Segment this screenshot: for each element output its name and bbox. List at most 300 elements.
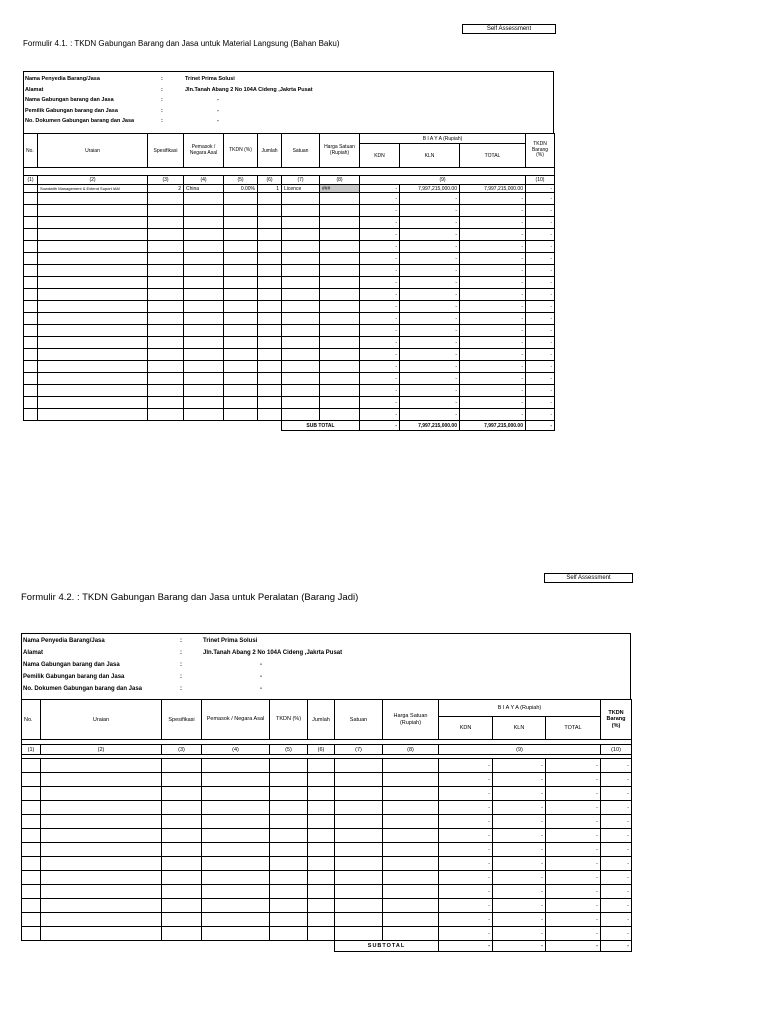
table-cell: -	[360, 205, 400, 217]
table-cell	[38, 265, 148, 277]
table-cell	[308, 857, 335, 871]
table-cell	[38, 385, 148, 397]
table-cell	[184, 277, 224, 289]
info-value: -	[217, 97, 219, 103]
table-cell	[282, 313, 320, 325]
table-cell	[148, 301, 184, 313]
table-cell	[308, 885, 335, 899]
header-kdn: KDN	[439, 717, 493, 740]
info-colon: :	[161, 76, 163, 82]
table-cell	[162, 815, 202, 829]
table-cell	[258, 313, 282, 325]
table-cell: -	[601, 899, 632, 913]
info-label: No. Dokumen Gabungan barang dan Jasa	[25, 118, 135, 124]
colnum: (6)	[258, 176, 282, 185]
table-cell: -	[460, 205, 526, 217]
cell-satuan: Licence	[282, 185, 320, 193]
cell-no	[24, 185, 38, 193]
table-cell	[24, 325, 38, 337]
table-row	[22, 927, 632, 941]
table-cell: -	[439, 815, 493, 829]
info-colon: :	[161, 108, 163, 114]
table-cell	[162, 927, 202, 941]
table-row	[24, 253, 555, 265]
table-cell	[184, 373, 224, 385]
table-cell: -	[439, 773, 493, 787]
table-cell: -	[439, 801, 493, 815]
table-cell	[38, 373, 148, 385]
table-cell	[258, 373, 282, 385]
table-cell	[184, 337, 224, 349]
cell-kln: 7,997,215,000.00	[400, 185, 460, 193]
table-cell: -	[546, 885, 601, 899]
table-cell	[383, 773, 439, 787]
table-cell: -	[526, 277, 555, 289]
table-cell	[202, 843, 270, 857]
table-row	[22, 829, 632, 843]
table-cell	[148, 349, 184, 361]
table-cell: -	[360, 217, 400, 229]
table-cell	[224, 325, 258, 337]
subtotal-label: SUB TOTAL	[282, 421, 360, 431]
table-cell	[320, 277, 360, 289]
table-cell	[202, 829, 270, 843]
table-cell	[258, 277, 282, 289]
table-cell: -	[526, 241, 555, 253]
table-row	[22, 815, 632, 829]
table-cell: -	[546, 829, 601, 843]
table-cell	[270, 773, 308, 787]
table-cell	[24, 349, 38, 361]
table-row	[24, 373, 555, 385]
table-cell	[38, 229, 148, 241]
table-cell	[335, 801, 383, 815]
table-cell	[202, 927, 270, 941]
cell-kdn: -	[360, 185, 400, 193]
table-cell	[335, 871, 383, 885]
table-cell: -	[400, 265, 460, 277]
info-value: Jln.Tanah Abang 2 No 104A Cideng ,Jakrta Pusat	[185, 87, 313, 93]
header-harga-satuan: Harga Satuan (Rupiah)	[383, 700, 439, 740]
table-cell: -	[400, 373, 460, 385]
table-cell	[148, 217, 184, 229]
table-cell	[282, 205, 320, 217]
table-cell	[308, 871, 335, 885]
table-row	[24, 325, 555, 337]
table-row	[24, 229, 555, 241]
info-value: Jln.Tanah Abang 2 No 104A Cideng ,Jakrta Pusat	[203, 650, 343, 656]
table-cell: -	[546, 927, 601, 941]
info-value: Trinet Prima Solusi	[185, 76, 235, 82]
table-cell	[224, 361, 258, 373]
header-tkdn: TKDN (%)	[224, 134, 258, 168]
table-cell	[24, 289, 38, 301]
table-cell	[270, 927, 308, 941]
colnum: (8)	[320, 176, 360, 185]
table-cell	[320, 289, 360, 301]
table-cell	[320, 397, 360, 409]
table-cell: -	[526, 301, 555, 313]
table-cell: -	[601, 773, 632, 787]
form-title: Formulir 4.2. : TKDN Gabungan Barang dan Jasa untuk Peralatan (Barang Jadi)	[21, 592, 359, 603]
table-cell	[162, 773, 202, 787]
table-cell: -	[526, 337, 555, 349]
table-row	[24, 361, 555, 373]
table-cell	[24, 361, 38, 373]
table-cell	[24, 385, 38, 397]
table-cell: -	[460, 253, 526, 265]
table-cell	[282, 253, 320, 265]
table-cell	[22, 759, 41, 773]
table-cell: -	[439, 927, 493, 941]
subtotal-kln: 7,997,215,000.00	[400, 421, 460, 431]
table-cell	[282, 265, 320, 277]
table-cell	[320, 385, 360, 397]
subtotal-total: 7,997,215,000.00	[460, 421, 526, 431]
table-cell: -	[526, 397, 555, 409]
info-label: Nama Gabungan barang dan Jasa	[25, 97, 114, 103]
table-cell	[202, 871, 270, 885]
table-cell	[38, 289, 148, 301]
table-cell	[24, 241, 38, 253]
table-cell	[41, 801, 162, 815]
table-cell	[22, 913, 41, 927]
table-cell	[335, 885, 383, 899]
table-cell: -	[360, 397, 400, 409]
info-colon: :	[180, 650, 182, 656]
table-cell	[282, 361, 320, 373]
table-cell: -	[360, 289, 400, 301]
table-cell: -	[439, 759, 493, 773]
table-cell	[308, 773, 335, 787]
table-row	[22, 899, 632, 913]
table-cell	[270, 801, 308, 815]
table-cell: -	[360, 409, 400, 421]
table-cell	[24, 301, 38, 313]
table-cell	[22, 899, 41, 913]
table-cell	[270, 885, 308, 899]
table-cell	[383, 759, 439, 773]
colnum: (1)	[24, 176, 38, 185]
table-cell	[270, 787, 308, 801]
colnum: (3)	[162, 745, 202, 755]
table-cell	[270, 759, 308, 773]
table-cell	[184, 325, 224, 337]
table-cell	[38, 205, 148, 217]
table-cell	[24, 277, 38, 289]
table-cell	[320, 373, 360, 385]
table-row	[24, 337, 555, 349]
table-cell: -	[460, 385, 526, 397]
table-cell	[22, 787, 41, 801]
table-cell	[38, 361, 148, 373]
table-cell: -	[360, 277, 400, 289]
info-value: -	[217, 108, 219, 114]
table-cell	[258, 193, 282, 205]
table-cell: -	[601, 885, 632, 899]
table-cell: -	[439, 885, 493, 899]
info-label: Nama Penyedia Barang/Jasa	[25, 76, 100, 82]
table-cell	[270, 829, 308, 843]
table-cell: -	[601, 829, 632, 843]
table-cell	[202, 787, 270, 801]
table-cell	[320, 361, 360, 373]
table-cell	[270, 899, 308, 913]
table-cell	[270, 871, 308, 885]
table-cell	[383, 913, 439, 927]
header-pemasok: Pemasok / Negara Asal	[202, 700, 270, 740]
header-biaya: B I A Y A (Rupiah)	[360, 134, 526, 144]
table-cell	[282, 385, 320, 397]
table-cell	[22, 927, 41, 941]
table-cell: -	[360, 301, 400, 313]
table-cell: -	[493, 857, 546, 871]
table-cell	[282, 277, 320, 289]
table-cell	[383, 885, 439, 899]
table-cell	[282, 241, 320, 253]
table-cell	[258, 397, 282, 409]
table-cell: -	[493, 829, 546, 843]
colnum: (5)	[270, 745, 308, 755]
table-cell	[224, 205, 258, 217]
colnum: (3)	[148, 176, 184, 185]
table-cell	[308, 815, 335, 829]
table-cell: -	[526, 193, 555, 205]
table-cell: -	[460, 337, 526, 349]
table-cell: -	[460, 277, 526, 289]
table-cell	[308, 899, 335, 913]
table-cell: -	[360, 385, 400, 397]
header-kdn: KDN	[360, 144, 400, 168]
info-value: -	[217, 118, 219, 124]
table-cell	[282, 373, 320, 385]
table-cell	[38, 325, 148, 337]
table-row	[24, 289, 555, 301]
table-cell: -	[493, 801, 546, 815]
table-cell	[258, 241, 282, 253]
table-cell: -	[493, 815, 546, 829]
colnum: (4)	[202, 745, 270, 755]
table-cell: -	[439, 913, 493, 927]
table-cell: -	[439, 829, 493, 843]
info-value: -	[260, 662, 262, 668]
table-cell	[224, 337, 258, 349]
table-row	[22, 787, 632, 801]
table-cell: -	[400, 385, 460, 397]
subtotal-kdn: -	[360, 421, 400, 431]
header-kln: KLN	[493, 717, 546, 740]
table-cell	[162, 857, 202, 871]
subtotal-total: -	[546, 941, 601, 952]
table-cell: -	[526, 349, 555, 361]
table-cell	[224, 385, 258, 397]
table-cell: -	[400, 289, 460, 301]
table-cell	[258, 265, 282, 277]
table-cell	[308, 829, 335, 843]
table-cell	[24, 217, 38, 229]
table-cell: -	[526, 265, 555, 277]
header-tkdn-barang: TKDN Barang (%)	[526, 134, 555, 168]
table-cell	[320, 241, 360, 253]
table-cell: -	[526, 205, 555, 217]
info-colon: :	[161, 87, 163, 93]
table-cell	[258, 325, 282, 337]
table-cell	[184, 397, 224, 409]
table-cell: -	[493, 913, 546, 927]
table-cell	[184, 217, 224, 229]
colnum: (4)	[184, 176, 224, 185]
table-cell	[202, 899, 270, 913]
table-cell	[38, 193, 148, 205]
form-title: Formulir 4.1. : TKDN Gabungan Barang dan Jasa untuk Material Langsung (Bahan Baku)	[23, 39, 340, 48]
info-label: Alamat	[25, 87, 44, 93]
table-cell: -	[526, 373, 555, 385]
table-cell	[258, 337, 282, 349]
colnum: (5)	[224, 176, 258, 185]
table-cell	[148, 193, 184, 205]
info-colon: :	[180, 686, 182, 692]
tkdn-table	[21, 699, 632, 952]
table-cell	[224, 241, 258, 253]
table-cell	[308, 801, 335, 815]
table-cell: -	[601, 857, 632, 871]
table-cell	[270, 843, 308, 857]
table-cell: -	[360, 325, 400, 337]
table-cell	[282, 397, 320, 409]
table-cell	[162, 885, 202, 899]
table-cell	[202, 759, 270, 773]
table-cell	[148, 385, 184, 397]
header-no: No.	[24, 134, 38, 168]
table-cell	[224, 193, 258, 205]
info-label: No. Dokumen Gabungan barang dan Jasa	[23, 686, 143, 692]
table-cell	[184, 253, 224, 265]
header-harga-satuan: Harga Satuan (Rupiah)	[320, 134, 360, 168]
table-cell	[41, 899, 162, 913]
table-cell	[320, 193, 360, 205]
info-label: Nama Gabungan barang dan Jasa	[23, 662, 120, 668]
table-row	[24, 385, 555, 397]
table-cell	[335, 857, 383, 871]
table-cell	[282, 289, 320, 301]
table-cell	[22, 857, 41, 871]
header-spesifikasi: Spesifikasi	[148, 134, 184, 168]
table-row	[24, 409, 555, 421]
table-cell	[24, 205, 38, 217]
colnum: (10)	[601, 745, 632, 755]
table-cell	[41, 787, 162, 801]
table-cell	[162, 787, 202, 801]
table-cell	[162, 829, 202, 843]
table-cell	[22, 871, 41, 885]
table-cell	[258, 253, 282, 265]
table-cell	[258, 385, 282, 397]
table-cell	[162, 759, 202, 773]
table-cell: -	[400, 241, 460, 253]
table-cell: -	[360, 253, 400, 265]
table-cell: -	[460, 373, 526, 385]
table-cell	[282, 409, 320, 421]
table-cell	[148, 373, 184, 385]
table-cell	[320, 265, 360, 277]
info-label: Pemilik Gabungan barang dan Jasa	[25, 108, 118, 114]
table-cell	[148, 229, 184, 241]
table-cell	[258, 217, 282, 229]
subtotal-tkdn-barang: -	[601, 941, 632, 952]
table-cell: -	[601, 801, 632, 815]
table-cell	[320, 325, 360, 337]
table-cell	[270, 815, 308, 829]
table-cell	[383, 787, 439, 801]
table-cell	[308, 913, 335, 927]
table-cell	[22, 773, 41, 787]
table-cell	[148, 409, 184, 421]
table-cell	[282, 325, 320, 337]
table-cell	[24, 373, 38, 385]
table-cell	[282, 217, 320, 229]
cell-spesifikasi: 2	[148, 185, 184, 193]
table-row	[24, 193, 555, 205]
colnum: (10)	[526, 176, 555, 185]
table-cell: -	[493, 871, 546, 885]
table-cell	[184, 349, 224, 361]
table-cell	[224, 301, 258, 313]
table-cell	[184, 385, 224, 397]
table-cell	[383, 871, 439, 885]
table-cell: -	[400, 361, 460, 373]
table-cell: -	[526, 217, 555, 229]
table-cell	[22, 801, 41, 815]
header-kln: KLN	[400, 144, 460, 168]
header-satuan: Satuan	[282, 134, 320, 168]
table-cell	[383, 899, 439, 913]
table-cell	[308, 843, 335, 857]
table-cell	[258, 409, 282, 421]
table-cell	[282, 337, 320, 349]
header-uraian: Uraian	[41, 700, 162, 740]
table-cell: -	[601, 871, 632, 885]
cell-harga-satuan: ###	[320, 185, 360, 193]
table-cell	[335, 759, 383, 773]
table-cell	[148, 289, 184, 301]
table-cell: -	[493, 773, 546, 787]
table-cell	[202, 773, 270, 787]
table-cell: -	[493, 927, 546, 941]
table-cell	[184, 361, 224, 373]
subtotal-label: SUBTOTAL	[335, 941, 439, 952]
table-cell: -	[439, 787, 493, 801]
table-cell: -	[400, 337, 460, 349]
table-cell	[270, 857, 308, 871]
table-cell	[320, 409, 360, 421]
table-cell	[41, 759, 162, 773]
table-cell: -	[439, 899, 493, 913]
table-cell: -	[460, 409, 526, 421]
table-cell: -	[460, 289, 526, 301]
info-colon: :	[161, 97, 163, 103]
table-cell: -	[493, 787, 546, 801]
table-cell	[148, 361, 184, 373]
table-cell	[24, 265, 38, 277]
info-colon: :	[180, 674, 182, 680]
table-cell	[202, 815, 270, 829]
table-cell	[258, 229, 282, 241]
table-cell	[320, 253, 360, 265]
table-cell	[224, 265, 258, 277]
header-biaya: B I A Y A (Rupiah)	[439, 700, 601, 717]
table-cell	[320, 337, 360, 349]
table-cell	[335, 787, 383, 801]
